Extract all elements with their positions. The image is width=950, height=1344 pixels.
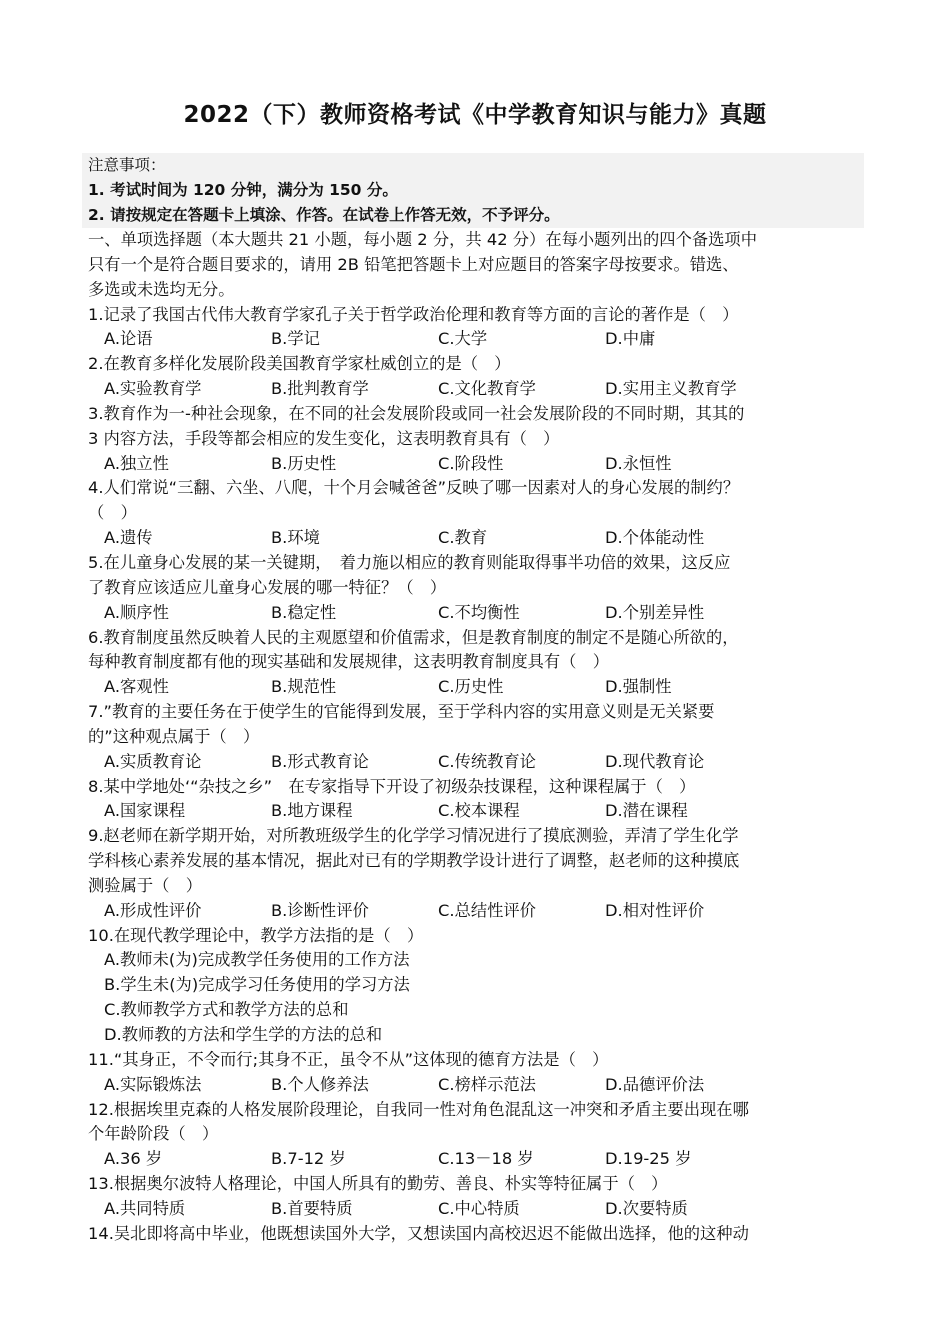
question-stem: 5.在儿童身心发展的某一关键期， 着力施以相应的教育则能取得事半功倍的效果，这反应 <box>88 552 731 572</box>
option-row <box>88 1197 868 1222</box>
answer-option: D.19-25 岁 <box>605 1149 692 1169</box>
question-stem: 12.根据埃里克森的人格发展阶段理论，自我同一性对角色混乱这一冲突和矛盾主要出现在哪 <box>88 1099 749 1119</box>
answer-option: A.论语 <box>104 329 153 349</box>
question-stem: 3 内容方法，手段等都会相应的发生变化，这表明教育具有（ ） <box>88 428 560 448</box>
answer-option: C.13－18 岁 <box>438 1149 534 1169</box>
answer-option: C.阶段性 <box>438 453 504 473</box>
question-stem: 学科核心素养发展的基本情况，据此对已有的学期教学设计进行了调整，赵老师的这种摸底 <box>88 851 740 871</box>
question-item <box>88 775 868 825</box>
answer-option: B.7-12 岁 <box>271 1149 346 1169</box>
question-stem: 9.赵老师在新学期开始，对所教班级学生的化学学习情况进行了摸底测验，弄清了学生化学 <box>88 826 739 846</box>
answer-option: D.永恒性 <box>605 453 672 473</box>
question-stem: 1.记录了我国古代伟大教育学家孔子关于哲学政治伦理和教育等方面的言论的著作是（ ） <box>88 304 739 324</box>
answer-option: D.次要特质 <box>605 1198 688 1218</box>
question-stem: 10.在现代教学理论中，教学方法指的是（ ） <box>88 925 424 945</box>
notice-item: 1. 考试时间为 120 分钟，满分为 150 分。 <box>88 181 398 199</box>
question-stem: 3.教育作为一-种社会现象，在不同的社会发展阶段或同一社会发展阶段的不同时期，其其的 <box>88 403 745 423</box>
question-stem: 7.”教育的主要任务在于使学生的官能得到发展，至于学科内容的实用意义则是无关紧要 <box>88 702 715 722</box>
question-stem: 个年龄阶段（ ） <box>88 1124 219 1144</box>
answer-option: B.历史性 <box>271 453 337 473</box>
question-item <box>88 700 868 775</box>
question-stem: 了教育应该适应儿童身心发展的哪一特征？（ ） <box>88 577 447 597</box>
answer-option: D.品德评价法 <box>605 1074 705 1094</box>
notice-item: 2. 请按规定在答题卡上填涂、作答。在试卷上作答无效，不予评分。 <box>88 206 560 224</box>
question-stem: 14.吴北即将高中毕业，他既想读国外大学，又想读国内高校迟迟不能做出选择，他的这种动 <box>88 1223 749 1243</box>
option-row <box>88 377 868 402</box>
section-instruction: 只有一个是符合题目要求的，请用 2B 铅笔把答题卡上对应题目的答案字母按要求。错选、 <box>88 254 739 274</box>
section-instruction: 一、单项选择题（本大题共 21 小题，每小题 2 分，共 42 分）在每小题列出的四个备选项中 <box>88 230 757 249</box>
question-item <box>88 626 868 701</box>
option-row <box>88 675 868 700</box>
answer-option: D.强制性 <box>605 677 672 697</box>
question-stem: 的”这种观点属于（ ） <box>88 726 260 746</box>
answer-option: D.个体能动性 <box>605 528 705 548</box>
answer-option: B.环境 <box>271 528 320 548</box>
answer-option: C.榜样示范法 <box>438 1074 536 1094</box>
question-stem: （ ） <box>88 503 137 523</box>
option-row <box>88 327 868 352</box>
question-stem: 4.人们常说“三翻、六坐、八爬，十个月会喊爸爸”反映了哪一因素对人的身心发展的制约？ <box>88 478 740 498</box>
answer-option: C.不均衡性 <box>438 602 520 622</box>
notice-box <box>82 153 864 228</box>
question-item <box>88 352 868 402</box>
answer-option: D.教师教的方法和学生学的方法的总和 <box>104 1025 383 1044</box>
section-instruction: 多选或未选均无分。 <box>88 279 235 299</box>
option-row <box>88 1147 868 1172</box>
answer-option: C.总结性评价 <box>438 900 536 920</box>
answer-option: C.历史性 <box>438 677 504 697</box>
answer-option: B.规范性 <box>271 677 337 697</box>
answer-option: A.教师未(为)完成教学任务使用的工作方法 <box>104 950 410 970</box>
question-stem: 11.“其身正，不令而行;其身不正，虽令不从”这体现的德育方法是（ ） <box>88 1049 609 1069</box>
answer-option: C.传统教育论 <box>438 751 536 771</box>
answer-option: D.现代教育论 <box>605 751 705 771</box>
option-row <box>88 601 868 626</box>
question-stem: 6.教育制度虽然反映着人民的主观愿望和价值需求，但是教育制度的制定不是随心所欲的， <box>88 627 739 647</box>
question-stem: 每种教育制度都有他的现实基础和发展规律，这表明教育制度具有（ ） <box>88 652 610 672</box>
question-item <box>88 1222 868 1247</box>
answer-option: A.顺序性 <box>104 602 169 622</box>
answer-option: D.中庸 <box>605 329 656 349</box>
question-stem: 2.在教育多样化发展阶段美国教育学家杜威创立的是（ ） <box>88 354 511 374</box>
answer-option: D.潜在课程 <box>605 801 688 821</box>
answer-option: B.学生未(为)完成学习任务使用的学习方法 <box>104 975 410 995</box>
option-row <box>88 799 868 824</box>
question-item <box>88 1048 868 1098</box>
answer-option: B.个人修养法 <box>271 1074 369 1094</box>
answer-option: A.实验教育学 <box>104 379 202 399</box>
answer-option: D.个别差异性 <box>605 602 705 622</box>
answer-option: A.独立性 <box>104 453 169 473</box>
option-row <box>88 1073 868 1098</box>
question-stem: 8.某中学地处‘“杂技之乡” 在专家指导下开设了初级杂技课程，这种课程属于（ ） <box>88 776 696 796</box>
answer-option: B.学记 <box>271 329 320 349</box>
answer-option: B.批判教育学 <box>271 379 369 399</box>
answer-option: A.实际锻炼法 <box>104 1074 202 1094</box>
question-item <box>88 1172 868 1222</box>
page-title: 2022（下）教师资格考试《中学教育知识与能力》真题 <box>183 102 767 128</box>
question-item <box>88 924 868 1048</box>
answer-option: D.实用主义教育学 <box>605 379 737 399</box>
option-row <box>88 526 868 551</box>
option-row <box>88 750 868 775</box>
question-item <box>88 402 868 477</box>
answer-option: D.相对性评价 <box>605 900 705 920</box>
answer-option: B.稳定性 <box>271 602 337 622</box>
answer-option: A.客观性 <box>104 677 169 697</box>
question-item <box>88 303 868 353</box>
answer-option: C.校本课程 <box>438 801 520 821</box>
answer-option: A.36 岁 <box>104 1149 163 1169</box>
answer-option: C.文化教育学 <box>438 379 536 399</box>
question-body <box>88 228 868 1247</box>
question-stem: 测验属于（ ） <box>88 875 202 895</box>
question-stem: 13.根据奥尔波特人格理论，中国人所具有的勤劳、善良、朴实等特征属于（ ） <box>88 1174 668 1194</box>
question-item <box>88 824 868 923</box>
question-item <box>88 551 868 626</box>
question-item <box>88 1098 868 1173</box>
answer-option: B.诊断性评价 <box>271 900 369 920</box>
answer-option: B.形式教育论 <box>271 751 369 771</box>
answer-option: C.教师教学方式和教学方法的总和 <box>104 1000 349 1020</box>
question-list <box>88 303 868 1247</box>
option-row <box>88 452 868 477</box>
answer-option: C.中心特质 <box>438 1198 520 1218</box>
answer-option: B.首要特质 <box>271 1198 353 1218</box>
answer-option: A.国家课程 <box>104 801 186 821</box>
answer-option: A.共同特质 <box>104 1198 186 1218</box>
option-row <box>88 899 868 924</box>
notice-heading: 注意事项： <box>88 156 166 174</box>
answer-option: A.形成性评价 <box>104 900 202 920</box>
answer-option: C.教育 <box>438 528 488 548</box>
answer-option: A.遗传 <box>104 528 153 548</box>
answer-option: B.地方课程 <box>271 801 353 821</box>
answer-option: C.大学 <box>438 329 488 349</box>
answer-option: A.实质教育论 <box>104 751 202 771</box>
question-item <box>88 476 868 551</box>
